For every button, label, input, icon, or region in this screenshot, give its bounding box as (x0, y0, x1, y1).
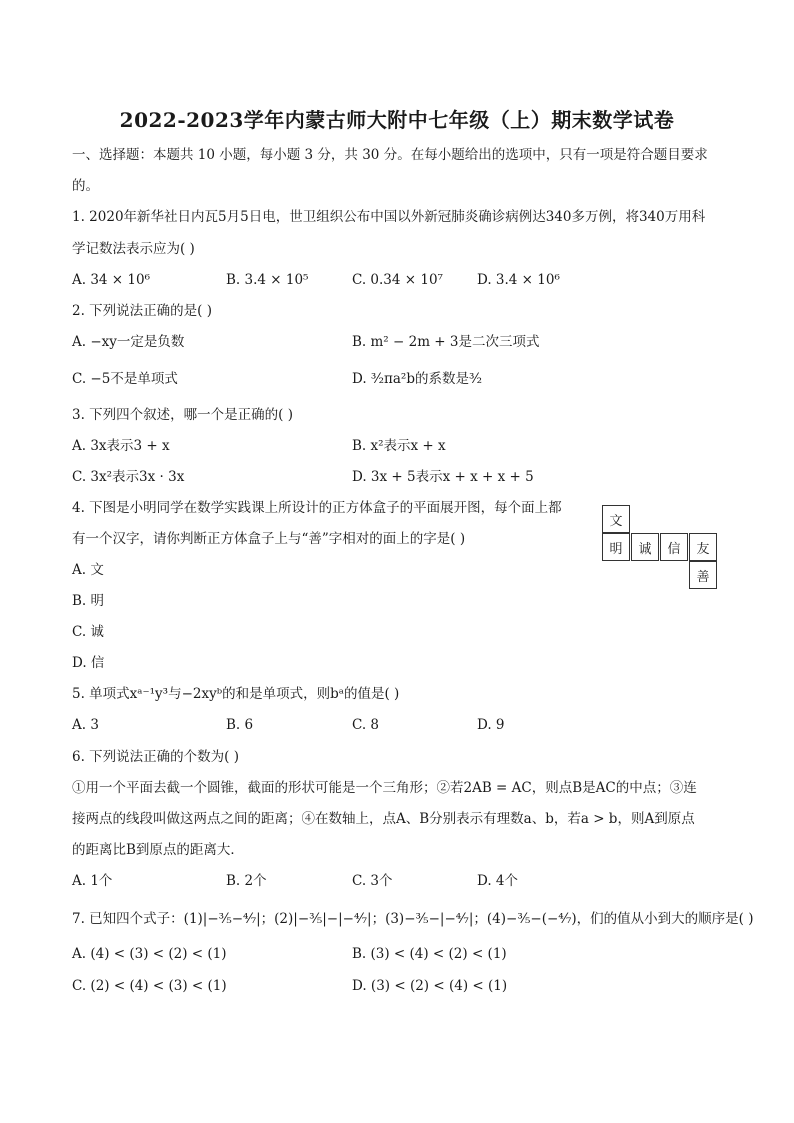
q6-body-line-2: 接两点的线段叫做这两点之间的距离；④在数轴上，点A、B分别表示有理数a、b，若a > b，则A到原点 (72, 811, 695, 827)
q4-option-a: A. 文 (72, 562, 104, 578)
q5-stem: 5. 单项式xᵃ⁻¹y³与−2xyᵇ的和是单项式，则bᵃ的值是( ) (72, 686, 400, 702)
q1-option-b: B. 3.4 × 10⁵ (226, 272, 309, 288)
page-title: 2022-2023学年内蒙古师大附中七年级（上）期末数学试卷 (119, 108, 675, 132)
q7-option-b: B. (3) < (4) < (2) < (1) (352, 946, 507, 962)
q2-option-b: B. m² − 2m + 3是二次三项式 (352, 334, 540, 350)
net-cell-1: 明 (602, 533, 630, 561)
net-cell-3: 信 (660, 533, 688, 561)
net-cell-4: 友 (689, 533, 717, 561)
q4-stem-line-2: 有一个汉字，请你判断正方体盒子上与“善”字相对的面上的字是( ) (72, 531, 466, 547)
q4-option-b: B. 明 (72, 593, 105, 609)
q1-option-a: A. 34 × 10⁶ (72, 272, 150, 288)
q2-option-d: D. ³⁄₂πa²b的系数是³⁄₂ (352, 371, 483, 387)
q6-option-a: A. 1个 (72, 873, 113, 889)
q7-option-d: D. (3) < (2) < (4) < (1) (352, 978, 508, 994)
q3-option-c: C. 3x²表示3x · 3x (72, 469, 185, 485)
q5-option-c: C. 8 (352, 717, 380, 733)
q6-body-line-3: 的距离比B到原点的距离大． (72, 842, 244, 858)
q7-option-c: C. (2) < (4) < (3) < (1) (72, 978, 227, 994)
q5-option-a: A. 3 (72, 717, 99, 733)
q1-stem-line-1: 1. 2020年新华社日内瓦5月5日电，世卫组织公布中国以外新冠肺炎确诊病例达340多万例，将340万用科 (72, 209, 706, 225)
q1-option-d: D. 3.4 × 10⁶ (477, 272, 560, 288)
q5-option-d: D. 9 (477, 717, 505, 733)
q3-stem: 3. 下列四个叙述，哪一个是正确的( ) (72, 407, 293, 423)
net-cell-2: 诚 (631, 533, 659, 561)
section-instruction-line-1: 一、选择题：本题共 10 小题，每小题 3 分，共 30 分。在每小题给出的选项中，只有一项是符合题目要求 (72, 147, 708, 163)
q2-stem: 2. 下列说法正确的是( ) (72, 303, 212, 319)
q3-option-a: A. 3x表示3 + x (72, 438, 170, 454)
q6-option-d: D. 4个 (477, 873, 519, 889)
cube-net-diagram (602, 505, 718, 589)
q6-body-line-1: ①用一个平面去截一个圆锥，截面的形状可能是一个三角形；②若2AB = AC，则点B是AC的中点；③连 (72, 780, 697, 796)
q1-stem-line-2: 学记数法表示应为( ) (72, 241, 195, 257)
q4-stem-line-1: 4. 下图是小明同学在数学实践课上所设计的正方体盒子的平面展开图，每个面上都 (72, 500, 562, 516)
q6-option-b: B. 2个 (226, 873, 267, 889)
net-cell-top: 文 (602, 505, 630, 533)
q2-option-a: A. −xy一定是负数 (72, 334, 185, 350)
q5-option-b: B. 6 (226, 717, 254, 733)
section-instruction-line-2: 的。 (72, 178, 99, 194)
q7-option-a: A. (4) < (3) < (2) < (1) (72, 946, 227, 962)
q4-option-c: C. 诚 (72, 624, 104, 640)
net-cell-bottom: 善 (689, 561, 717, 589)
q2-option-c: C. −5不是单项式 (72, 371, 178, 387)
q7-stem: 7. 已知四个式子：(1)|−³⁄₅−⁴⁄₇|；(2)|−³⁄₅|−|−⁴⁄₇|；(3)−³⁄₅−|−⁴⁄₇|；(4)−³⁄₅−(−⁴⁄₇)，们的值从小到大的顺序是( ) (72, 911, 754, 927)
q3-option-b: B. x²表示x + x (352, 438, 446, 454)
q1-option-c: C. 0.34 × 10⁷ (352, 272, 443, 288)
q3-option-d: D. 3x + 5表示x + x + x + 5 (352, 469, 534, 485)
q4-option-d: D. 信 (72, 655, 105, 671)
q6-option-c: C. 3个 (352, 873, 393, 889)
q6-stem: 6. 下列说法正确的个数为( ) (72, 749, 239, 765)
